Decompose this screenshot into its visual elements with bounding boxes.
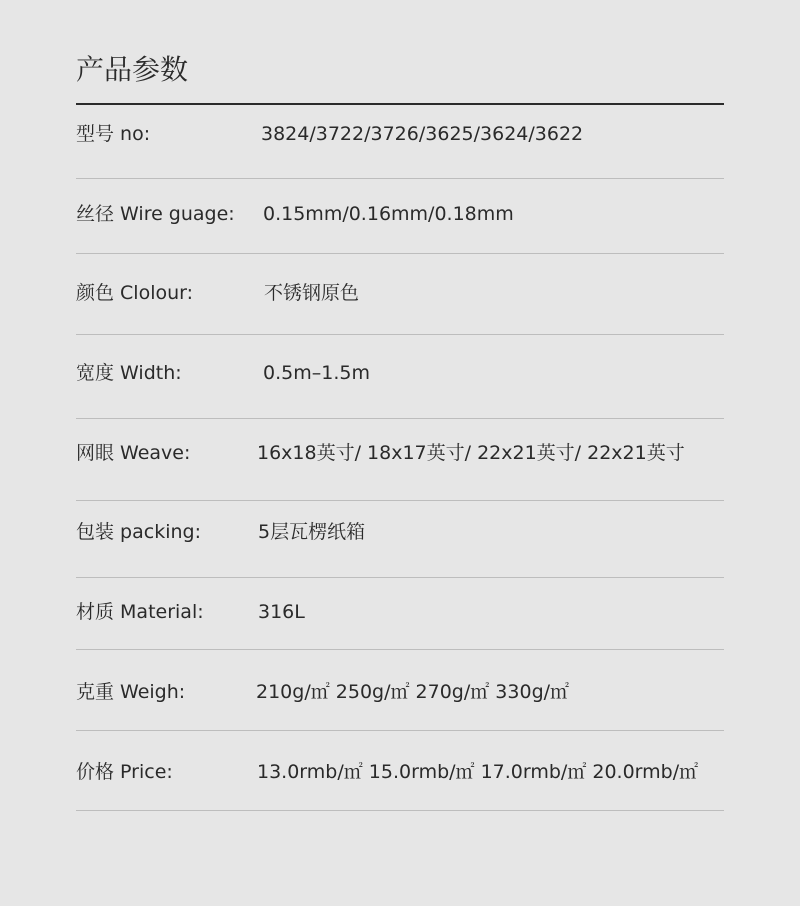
spec-label-price: 价格 Price: (76, 761, 173, 783)
row-divider (76, 253, 724, 254)
row-divider (76, 730, 724, 731)
row-divider (76, 500, 724, 501)
title-divider (76, 103, 724, 105)
row-divider (76, 577, 724, 578)
spec-label-colour: 颜色 Clolour: (76, 282, 194, 304)
page-title: 产品参数 (76, 53, 189, 86)
row-divider (76, 418, 724, 419)
spec-label-packing: 包装 packing: (76, 521, 201, 543)
row-divider (76, 810, 724, 811)
row-divider (76, 178, 724, 179)
spec-value-weight: 210g/㎡ 250g/㎡ 270g/㎡ 330g/㎡ (256, 681, 570, 703)
spec-value-packing: 5层瓦楞纸箱 (258, 521, 366, 543)
spec-label-model: 型号 no: (76, 123, 151, 145)
spec-label-wire-gauge: 丝径 Wire guage: (76, 203, 235, 225)
spec-value-weave: 16x18英寸/ 18x17英寸/ 22x21英寸/ 22x21英寸 (257, 442, 685, 464)
spec-value-model: 3824/3722/3726/3625/3624/3622 (261, 123, 584, 145)
row-divider (76, 334, 724, 335)
spec-label-width: 宽度 Width: (76, 362, 182, 384)
spec-label-weight: 克重 Weigh: (76, 681, 186, 703)
row-divider (76, 649, 724, 650)
spec-label-weave: 网眼 Weave: (76, 442, 191, 464)
spec-value-price: 13.0rmb/㎡ 15.0rmb/㎡ 17.0rmb/㎡ 20.0rmb/㎡ (257, 761, 699, 783)
spec-value-wire-gauge: 0.15mm/0.16mm/0.18mm (263, 203, 514, 225)
spec-value-colour: 不锈钢原色 (264, 282, 360, 304)
spec-value-width: 0.5m–1.5m (263, 362, 370, 384)
spec-value-material: 316L (258, 601, 305, 623)
spec-label-material: 材质 Material: (76, 601, 204, 623)
